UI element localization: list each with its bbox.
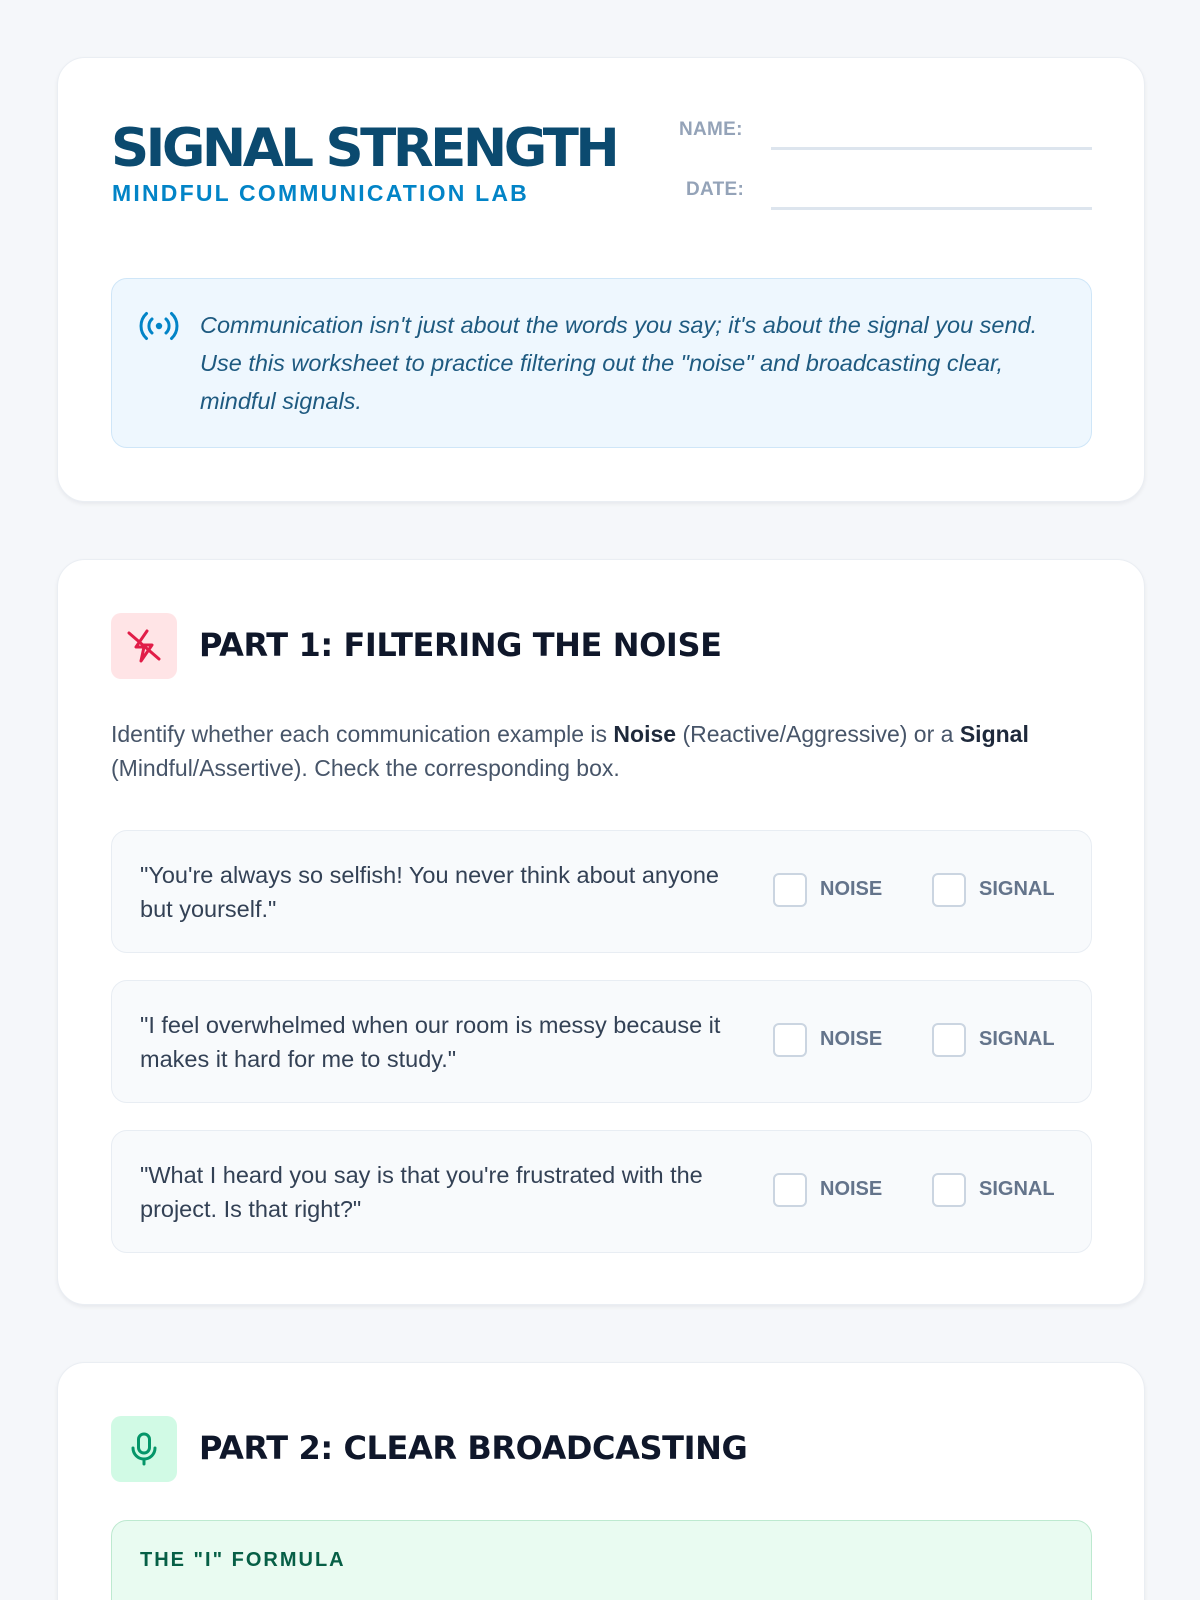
microphone-icon (126, 1431, 162, 1467)
part1-icon-badge (111, 613, 177, 679)
statement-text: "I feel overwhelmed when our room is messy because it makes it hard for me to study." (140, 1012, 721, 1072)
statement-item (111, 980, 1092, 1103)
instructions-noise-term: Noise (613, 721, 677, 747)
statement-text: "You're always so selfish! You never think about anyone but yourself." (140, 862, 719, 922)
intro-callout (111, 278, 1092, 448)
i-formula-box (111, 1520, 1092, 1600)
i-formula-title: THE "I" FORMULA (140, 1549, 346, 1571)
part2-card (57, 1362, 1145, 1600)
noise-checkbox[interactable] (773, 873, 807, 907)
noise-label: NOISE (820, 1028, 883, 1050)
signal-checkbox[interactable] (932, 873, 966, 907)
noise-checkbox[interactable] (773, 1173, 807, 1207)
statement-item (111, 830, 1092, 953)
part2-title: PART 2: CLEAR BROADCASTING (199, 1429, 748, 1467)
noise-label: NOISE (820, 1178, 883, 1200)
signal-checkbox[interactable] (932, 1023, 966, 1057)
name-field[interactable] (771, 147, 1092, 150)
signal-label: SIGNAL (979, 1178, 1055, 1200)
worksheet-title: SIGNAL STRENGTH (111, 118, 617, 179)
noise-label: NOISE (820, 878, 883, 900)
statement-item (111, 1130, 1092, 1253)
name-label: NAME: (679, 119, 743, 140)
part1-card (57, 559, 1145, 1305)
intro-text: Communication isn't just about the words you say; it's about the signal you send. Use this worksheet to practice filtering out the "noise" and broadcasting clear, mindful signals. (200, 312, 1038, 414)
instructions-text: (Reactive/Aggressive) or a (676, 721, 960, 747)
instructions-text: Identify whether each communication example is (111, 721, 614, 747)
part1-title: PART 1: FILTERING THE NOISE (199, 626, 722, 664)
date-field[interactable] (771, 207, 1092, 210)
date-label: DATE: (686, 179, 745, 200)
statement-text: "What I heard you say is that you're frustrated with the project. Is that right?" (140, 1162, 703, 1222)
instructions-text: (Mindful/Assertive). Check the corresponding box. (111, 755, 620, 781)
noise-checkbox[interactable] (773, 1023, 807, 1057)
worksheet-subtitle: MINDFUL COMMUNICATION LAB (112, 180, 529, 206)
signal-label: SIGNAL (979, 878, 1055, 900)
header-card (57, 57, 1145, 502)
signal-off-icon (126, 628, 162, 664)
part1-instructions (111, 717, 1071, 785)
instructions-signal-term: Signal (959, 721, 1029, 747)
signal-checkbox[interactable] (932, 1173, 966, 1207)
part2-icon-badge (111, 1416, 177, 1482)
signal-label: SIGNAL (979, 1028, 1055, 1050)
broadcast-icon (139, 310, 179, 342)
